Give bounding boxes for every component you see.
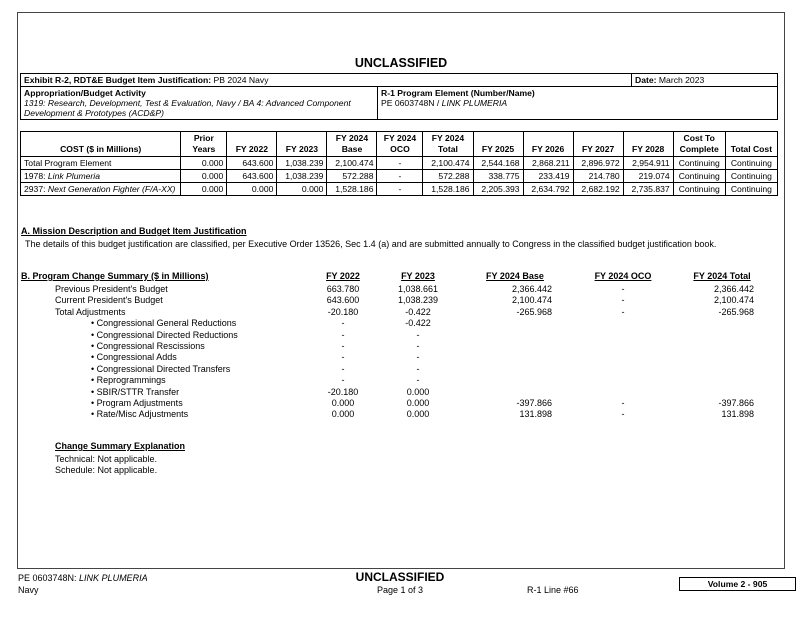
cell: 572.288 [423,170,473,183]
col-header: FY 2024 Total [693,271,751,281]
footer-classification: UNCLASSIFIED [355,570,445,584]
change-row-value: - [416,352,420,363]
cell: 2,682.192 [573,183,623,196]
change-row-value: 2,366.442 [713,284,754,294]
cell: Continuing [673,157,725,170]
date-value: March 2023 [656,75,705,85]
cell: 0.000 [181,170,227,183]
change-row-label: • Congressional Directed Reductions [91,329,238,340]
section-a-title: A. Mission Description and Budget Item Justification [21,226,247,236]
project-name: Next Generation Fighter (F/A-XX) [47,184,176,194]
col-header: FY 2024 Base [327,132,377,157]
table-row [21,170,778,183]
change-row-value: 131.898 [519,409,552,420]
technical-text: Technical: Not applicable. [55,454,158,464]
cell: - [377,157,423,170]
cell: 1,528.186 [423,183,473,196]
cell: 0.000 [181,157,227,170]
change-row-value: - [341,329,345,340]
exhibit-header-table [20,73,778,120]
change-row-value: - [621,295,625,306]
change-row-value: - [621,284,625,294]
col-header: FY 2027 [573,132,623,157]
change-row-value: 0.000 [406,409,430,420]
change-row-value: 643.600 [326,295,360,306]
program-element-label: R-1 Program Element (Number/Name) [381,88,535,98]
change-row-value: 1,038.239 [397,295,439,306]
change-row-value: -0.422 [405,306,431,317]
change-row-value: 2,366.442 [511,284,552,294]
change-row-value: - [416,341,420,351]
change-row-value: - [416,329,420,340]
col-header: FY 2022 [227,132,277,157]
cell: 2,544.168 [473,157,523,170]
footer-volume-box: Volume 2 - 905 [679,577,796,591]
cell: Continuing [725,183,777,196]
cell: 1,038.239 [277,157,327,170]
change-explanation-title: Change Summary Explanation [55,441,186,451]
cell: 2,634.792 [523,183,573,196]
cell: Continuing [673,183,725,196]
change-row-value: -0.422 [405,318,431,329]
footer-page-number: Page 1 of 3 [376,585,424,595]
cell: 2,735.837 [623,183,673,196]
section-b-title: B. Program Change Summary ($ in Millions) [21,271,209,281]
classification-banner: UNCLASSIFIED [354,56,448,70]
footer-service: Navy [18,585,39,595]
cell: - [377,183,423,196]
change-row-label: • Congressional Directed Transfers [91,363,231,374]
cell: 2,100.474 [423,157,473,170]
program-element-number: PE 0603748N / [381,98,440,108]
cell: Continuing [673,170,725,183]
change-row-value: 2,100.474 [511,295,552,306]
cell: - [377,170,423,183]
col-header: Cost To Complete [673,132,725,157]
change-row-value: - [416,363,420,374]
change-row-value: 0.000 [406,386,430,397]
change-row-value: - [621,398,625,408]
change-row-value: -265.968 [718,306,754,317]
col-header: COST ($ in Millions) [21,132,181,157]
cell: Continuing [725,157,777,170]
change-row-value: 0.000 [331,398,355,408]
change-row-label: Current President's Budget [55,295,163,306]
row-label: Total Program Element [21,157,181,170]
cell: 0.000 [277,183,327,196]
change-row-label: • SBIR/STTR Transfer [91,386,180,397]
date-label: Date: [635,75,657,85]
cost-table-header [21,132,778,157]
col-header: FY 2023 [277,132,327,157]
col-header: FY 2024 Total [423,132,473,157]
change-row-label: Total Adjustments [55,306,126,317]
cell: 1,038.239 [277,170,327,183]
change-row-label: • Congressional Adds [91,352,177,363]
change-row-value: - [621,409,625,420]
cell: 643.600 [227,170,277,183]
appropriation-cell [21,87,378,119]
col-header: Prior Years [181,132,227,157]
cell: 643.600 [227,157,277,170]
appropriation-row [21,87,778,120]
cell: 233.419 [523,170,573,183]
col-header: FY 2022 [326,271,360,281]
project-code: 2937: [24,184,48,194]
change-row-value: - [341,363,345,374]
change-row-value: -397.866 [718,398,754,408]
cell: 219.074 [623,170,673,183]
change-row-value: - [621,306,625,317]
change-row-value: - [341,341,345,351]
change-row-value: - [341,375,345,386]
change-row-value: 663.780 [326,284,360,294]
change-row-value: -265.968 [516,306,552,317]
footer-pe-name: LINK PLUMERIA [76,573,148,583]
table-row [21,183,778,196]
cell: 2,205.393 [473,183,523,196]
change-row-label: • Congressional Rescissions [91,341,205,351]
change-row-value: 1,038.661 [397,284,439,294]
change-row-value: 0.000 [331,409,355,420]
col-header: FY 2023 [401,271,435,281]
project-code: 1978: [24,171,48,181]
footer-program-element [18,573,148,583]
col-header: FY 2025 [473,132,523,157]
change-row-value: -20.180 [327,306,359,317]
exhibit-label: Exhibit R-2 [24,75,69,85]
change-row-value: - [341,318,345,329]
col-header: FY 2024 Base [486,271,544,281]
cell: 2,954.911 [623,157,673,170]
change-row-label: Previous President's Budget [55,284,168,294]
cell: 1,528.186 [327,183,377,196]
date-cell [632,74,778,87]
cell: 0.000 [227,183,277,196]
change-row-value: - [416,375,420,386]
cell: 0.000 [181,183,227,196]
change-row-label: • Rate/Misc Adjustments [91,409,189,420]
exhibit-title-cell [21,74,632,87]
col-header: FY 2028 [623,132,673,157]
cell: 2,100.474 [327,157,377,170]
change-row-value: 131.898 [721,409,754,420]
change-row-label: • Reprogrammings [91,375,166,386]
cell: 338.775 [473,170,523,183]
col-header: Total Cost [725,132,777,157]
col-header: FY 2024 OCO [377,132,423,157]
document-page [17,12,785,569]
section-a-text: The details of this budget justification are classified, per Executive Order 13526, Sec 1.4 (a) and are submitted annually to Congress in the classified budget justification book. [25,239,717,249]
cell: 214.780 [573,170,623,183]
schedule-text: Schedule: Not applicable. [55,465,158,475]
exhibit-value: PB 2024 Navy [211,75,269,85]
col-header: FY 2024 OCO [594,271,652,281]
project-name: Link Plumeria [47,171,100,181]
change-row-value: 0.000 [406,398,430,408]
row-label [21,170,181,183]
appropriation-value: 1319: Research, Development, Test & Evaluation, Navy / BA 4: Advanced Component Development & Prototypes (ACD&P) [24,98,351,118]
change-row-label: • Program Adjustments [91,398,183,408]
change-row-value: 2,100.474 [713,295,754,306]
program-element-name: LINK PLUMERIA [439,98,508,108]
cell: 572.288 [327,170,377,183]
cell: Continuing [725,170,777,183]
change-row-value: -20.180 [327,386,359,397]
exhibit-title: , RDT&E Budget Item Justification: [68,75,212,85]
col-header: FY 2026 [523,132,573,157]
footer-pe-number: PE 0603748N: [18,573,77,583]
cell: 2,868.211 [523,157,573,170]
change-row-value: -397.866 [516,398,552,408]
change-row-value: - [341,352,345,363]
change-row-label: • Congressional General Reductions [91,318,237,329]
row-label [21,183,181,196]
program-element-cell [378,87,778,119]
appropriation-label: Appropriation/Budget Activity [24,88,146,98]
table-row [21,157,778,170]
cost-table [20,131,778,196]
cell: 2,896.972 [573,157,623,170]
footer-r1-line: R-1 Line #66 [527,585,579,595]
